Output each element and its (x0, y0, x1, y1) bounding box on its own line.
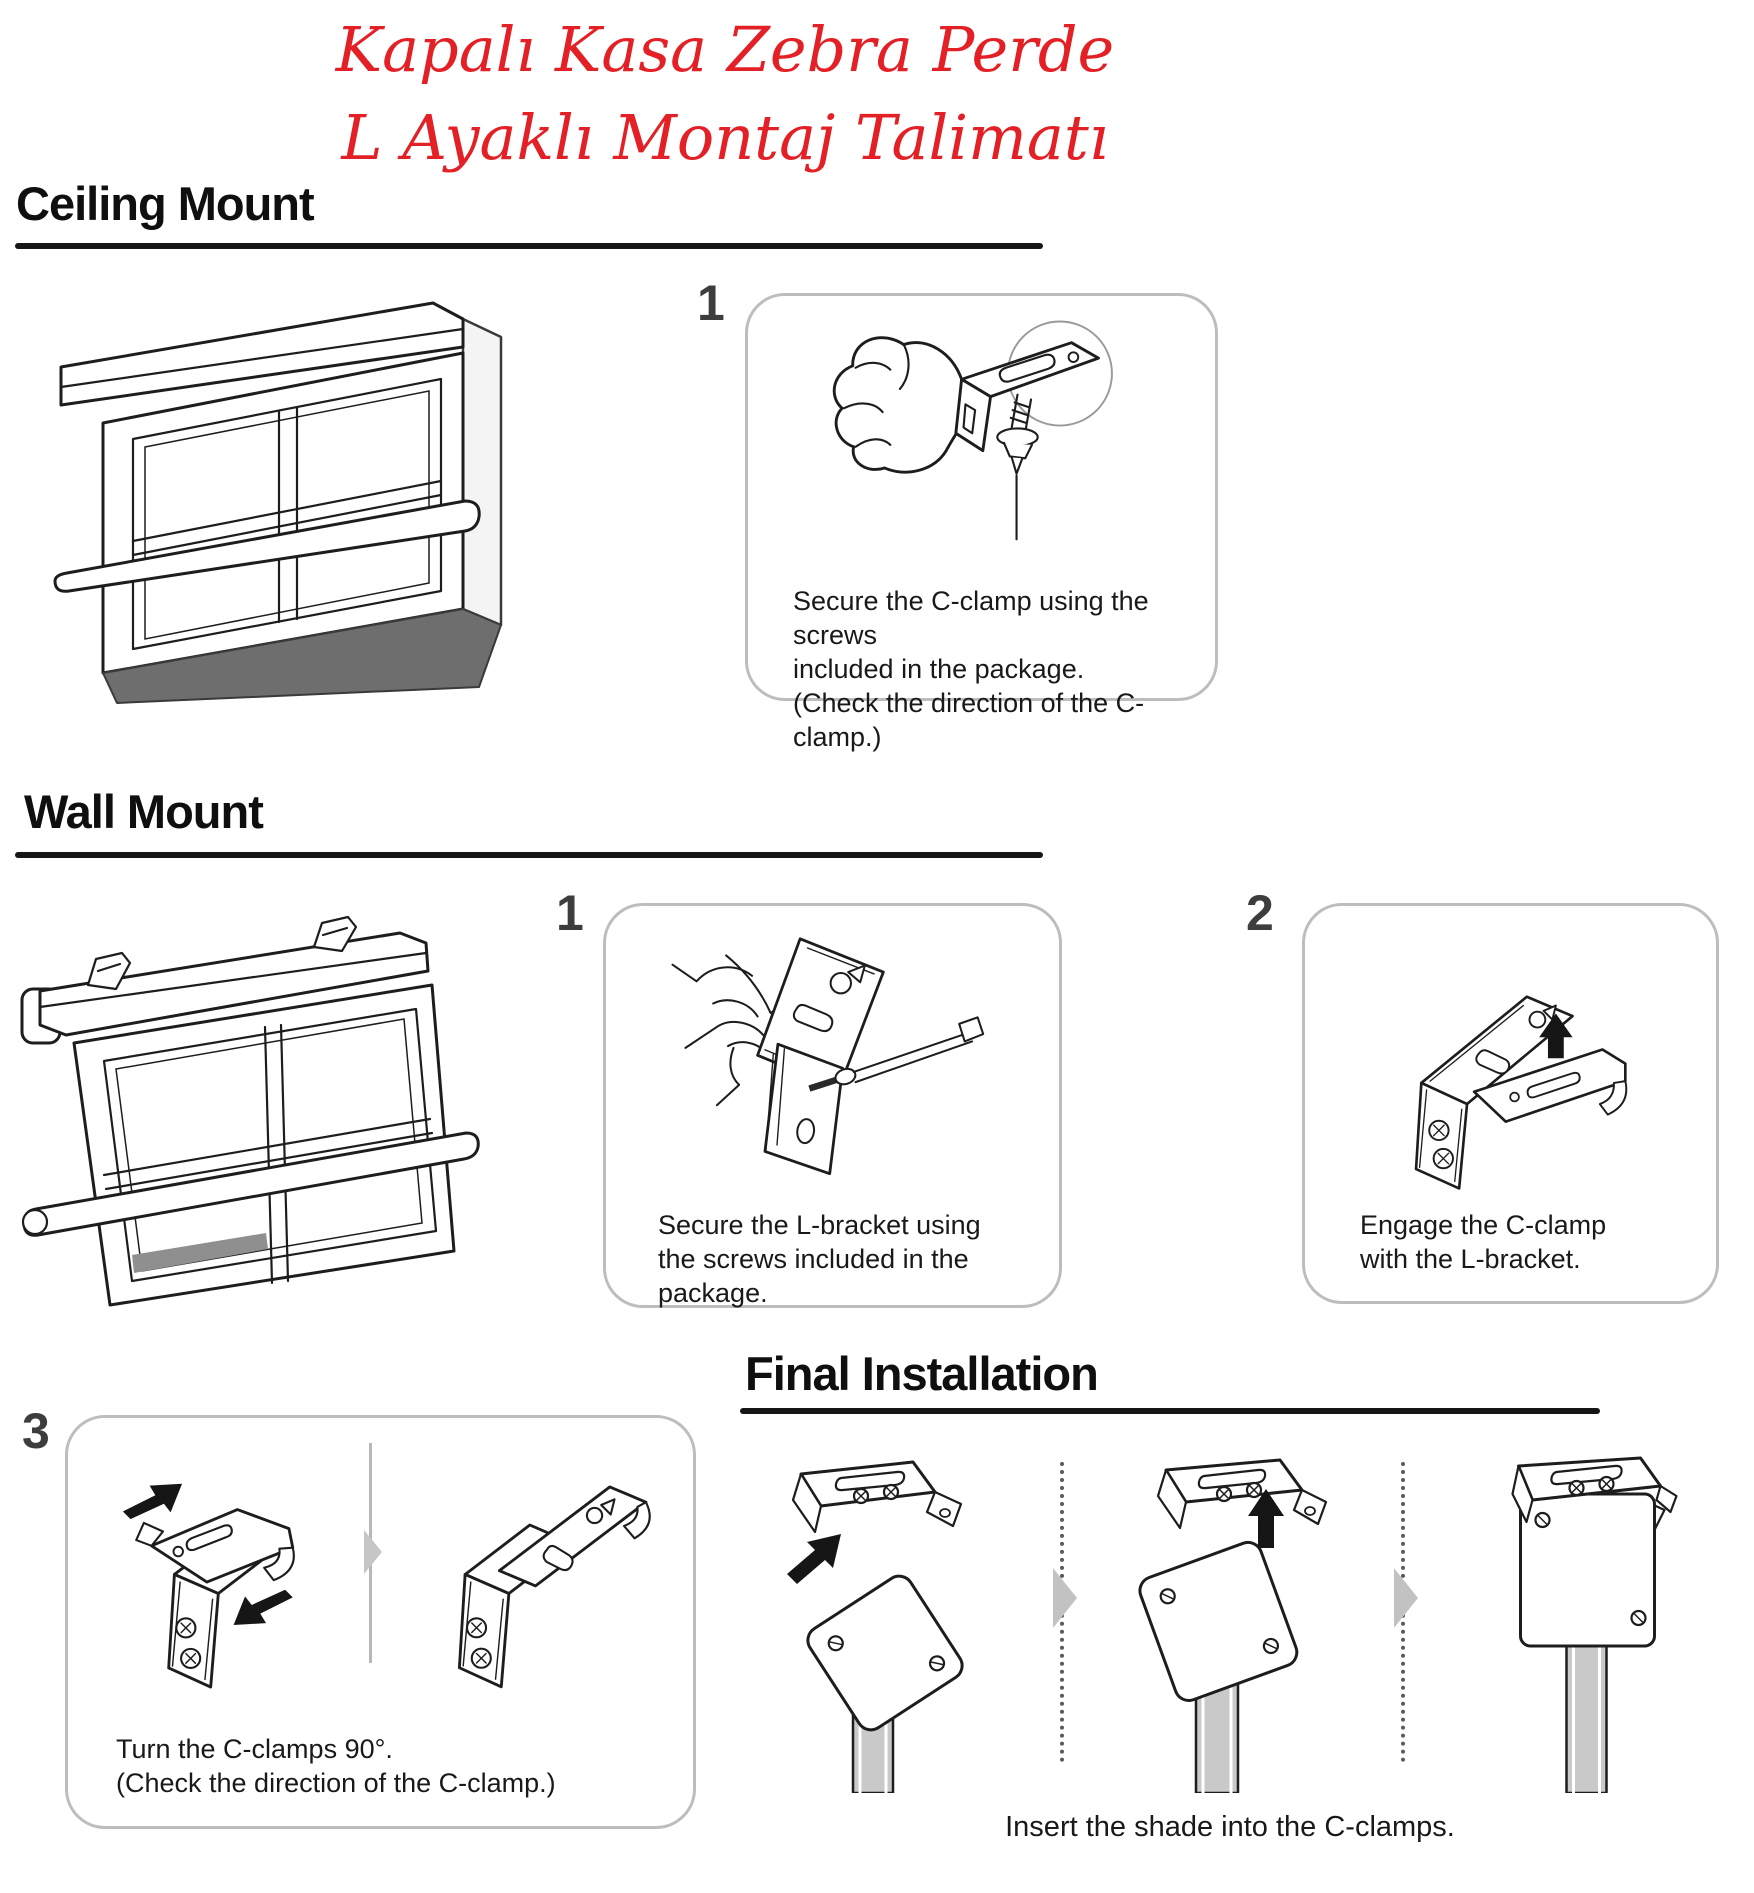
final-step3-box (65, 1415, 696, 1829)
insert-shade-stage1-illustration (765, 1448, 985, 1793)
caption-line: (Check the direction of the C-clamp.) (116, 1768, 556, 1798)
wall-step1-number: 1 (556, 885, 584, 941)
c-clamp-screw-hand-illustration (778, 308, 1178, 573)
ceiling-step1-number: 1 (697, 275, 725, 331)
wall-window-illustration (18, 893, 510, 1308)
caption-line: the screws included in the package. (658, 1244, 969, 1308)
rotate-arrow-icon (234, 1590, 293, 1625)
page-title-line2: L Ayaklı Montaj Talimatı (341, 101, 1109, 174)
caption-line: with the L-bracket. (1360, 1244, 1581, 1274)
caption-line: Secure the C-clamp using the screws (793, 586, 1149, 650)
caption-line: Turn the C-clamps 90°. (116, 1734, 393, 1764)
final-installation-heading: Final Installation (745, 1347, 1098, 1400)
wall-step2-caption (1360, 1208, 1606, 1276)
wall-mount-rule (15, 852, 1043, 858)
ceiling-window-illustration (45, 275, 525, 705)
final-step3-number: 3 (22, 1403, 50, 1459)
insert-arrow-icon (787, 1534, 841, 1584)
c-clamp-engage-l-bracket-illustration (1355, 944, 1660, 1199)
wall-step1-box (603, 903, 1062, 1308)
ceiling-step1-caption (793, 584, 1215, 754)
wall-step2-box (1302, 903, 1719, 1304)
wall-step1-caption (658, 1208, 1059, 1310)
caption-line: (Check the direction of the C-clamp.) (793, 688, 1145, 752)
final-installation-rule (740, 1408, 1600, 1414)
rotate-arrow-icon (123, 1484, 182, 1519)
ceiling-mount-rule (15, 243, 1043, 249)
turn-c-clamp-after-illustration (408, 1458, 684, 1730)
final-step3-caption (116, 1732, 556, 1800)
chevron-right-icon (364, 1530, 382, 1574)
turn-c-clamp-before-illustration (96, 1458, 354, 1730)
ceiling-mount-heading: Ceiling Mount (16, 177, 314, 230)
insert-shade-stage2-illustration (1100, 1448, 1345, 1793)
caption-line: Engage the C-clamp (1360, 1210, 1607, 1240)
l-bracket-screwdriver-hand-illustration (646, 924, 1006, 1194)
final-sequence-caption: Insert the shade into the C-clamps. (1005, 1811, 1455, 1843)
page-title-line1: Kapalı Kasa Zebra Perde (335, 13, 1115, 86)
chevron-right-icon (1053, 1568, 1077, 1628)
caption-line: included in the package. (793, 654, 1085, 684)
ceiling-step1-box (745, 293, 1218, 752)
insert-shade-stage3-illustration (1492, 1448, 1688, 1793)
wall-step2-number: 2 (1246, 885, 1274, 941)
wall-mount-heading: Wall Mount (24, 785, 263, 838)
chevron-right-icon (1394, 1568, 1418, 1628)
caption-line: Secure the L-bracket using (658, 1210, 981, 1240)
